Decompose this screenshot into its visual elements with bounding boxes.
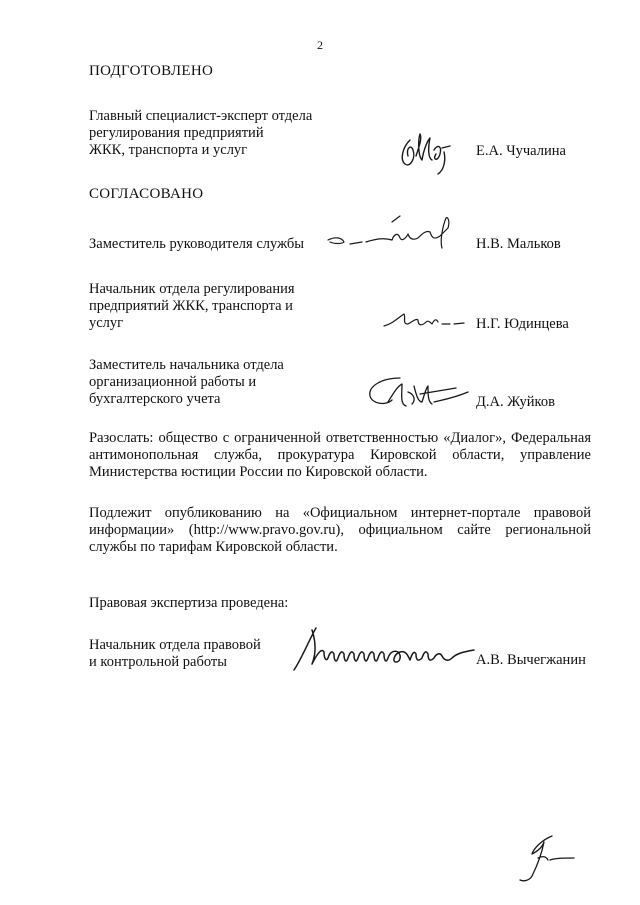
handwritten-initials-mark	[512, 830, 584, 886]
signer-name-zhuikov: Д.А. Жуйков	[476, 394, 555, 410]
signer-name-chuchalina: Е.А. Чучалина	[476, 143, 566, 159]
prepared-position: Главный специалист-эксперт отдела регулирования предприятий ЖКК, транспорта и услуг	[89, 108, 313, 158]
signature-yudintseva	[380, 304, 472, 334]
publication-paragraph: Подлежит опубликованию на «Официальном интернет-портале правовой информации» (http://www.pravo.gov.ru), официальном сайте региональной службы по тарифам Кировской области.	[89, 505, 591, 555]
signature-chuchalina	[396, 130, 460, 178]
legal-review-statement: Правовая экспертиза проведена:	[89, 595, 289, 611]
agreed-heading: СОГЛАСОВАНО	[89, 186, 204, 202]
distribution-paragraph: Разослать: общество с ограниченной ответственностью «Диалог», Федеральная антимонопольная служба, прокуратура Кировской области, управление Министерства юстиции России по Кировской области.	[89, 430, 591, 480]
prepared-heading: ПОДГОТОВЛЕНО	[89, 63, 214, 79]
agreed-position-1: Заместитель руководителя службы	[89, 236, 305, 252]
signer-name-vychegzhanin: А.В. Вычегжанин	[476, 652, 586, 668]
signature-vychegzhanin	[290, 622, 478, 678]
agreed-position-3: Заместитель начальника отдела организационной работы и бухгалтерского учета	[89, 357, 284, 407]
signature-malkov	[322, 208, 472, 258]
signature-zhuikov	[362, 372, 476, 416]
signer-name-yudintseva: Н.Г. Юдинцева	[476, 316, 569, 332]
agreed-position-2: Начальник отдела регулирования предприятий ЖКК, транспорта и услуг	[89, 281, 295, 331]
page-number: 2	[317, 38, 323, 52]
legal-review-position: Начальник отдела правовой и контрольной работы	[89, 637, 261, 670]
signer-name-malkov: Н.В. Мальков	[476, 236, 561, 252]
